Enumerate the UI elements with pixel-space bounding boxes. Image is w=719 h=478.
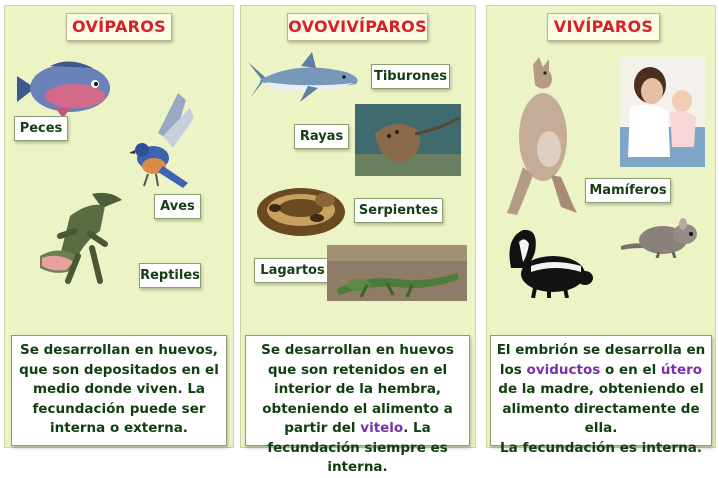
description-text: o en el [600,361,661,378]
stingray-photo [355,104,461,176]
label-mamiferos: Mamíferos [585,178,671,203]
label-tiburones: Tiburones [371,64,450,89]
lizard-photo [327,245,467,301]
description-ovoviviparos [245,335,470,475]
skunk-icon [505,228,593,298]
title-ovoviviparos: OVOVIVÍPAROS [287,13,428,41]
title-oviparos: OVÍPAROS [66,13,172,41]
kangaroo-icon [503,57,581,217]
shark-icon [246,52,364,106]
description-text: La fecundación es interna. [500,439,702,456]
label-aves: Aves [154,194,201,219]
label-lagartos: Lagartos [254,258,331,283]
description-text: Se desarrollan en huevos que son retenidos en el interior de la hembra, obteniendo el alimento a partir del [261,342,454,436]
description-text: Se desarrollan en huevos, que son depositados en el medio donde viven. La fecundación puede ser interna o externa. [19,342,219,436]
chinchilla-icon [619,216,701,258]
label-rayas: Rayas [294,124,349,149]
highlight-oviductos: oviductos [526,361,601,378]
description-text: . La fecundación siempre es interna. [267,420,448,475]
mother-baby-photo [620,57,705,167]
highlight-vitelo: vitelo [360,420,404,436]
label-serpientes: Serpientes [354,198,443,223]
description-text: El embrión se desarrolla en los [496,342,706,378]
bird-icon [128,88,198,193]
description-text: de la madre, obteniendo el alimento directamente de ella. [498,381,704,436]
label-reptiles: Reptiles [139,263,201,288]
fish-icon [15,58,115,118]
title-viviparos: VIVÍPAROS [547,13,660,41]
description-oviparos [11,335,227,446]
crocodile-icon [30,186,140,292]
highlight-utero: útero [660,361,703,378]
description-viviparos [490,335,712,456]
label-peces: Peces [14,116,68,141]
snake-icon [255,178,347,238]
